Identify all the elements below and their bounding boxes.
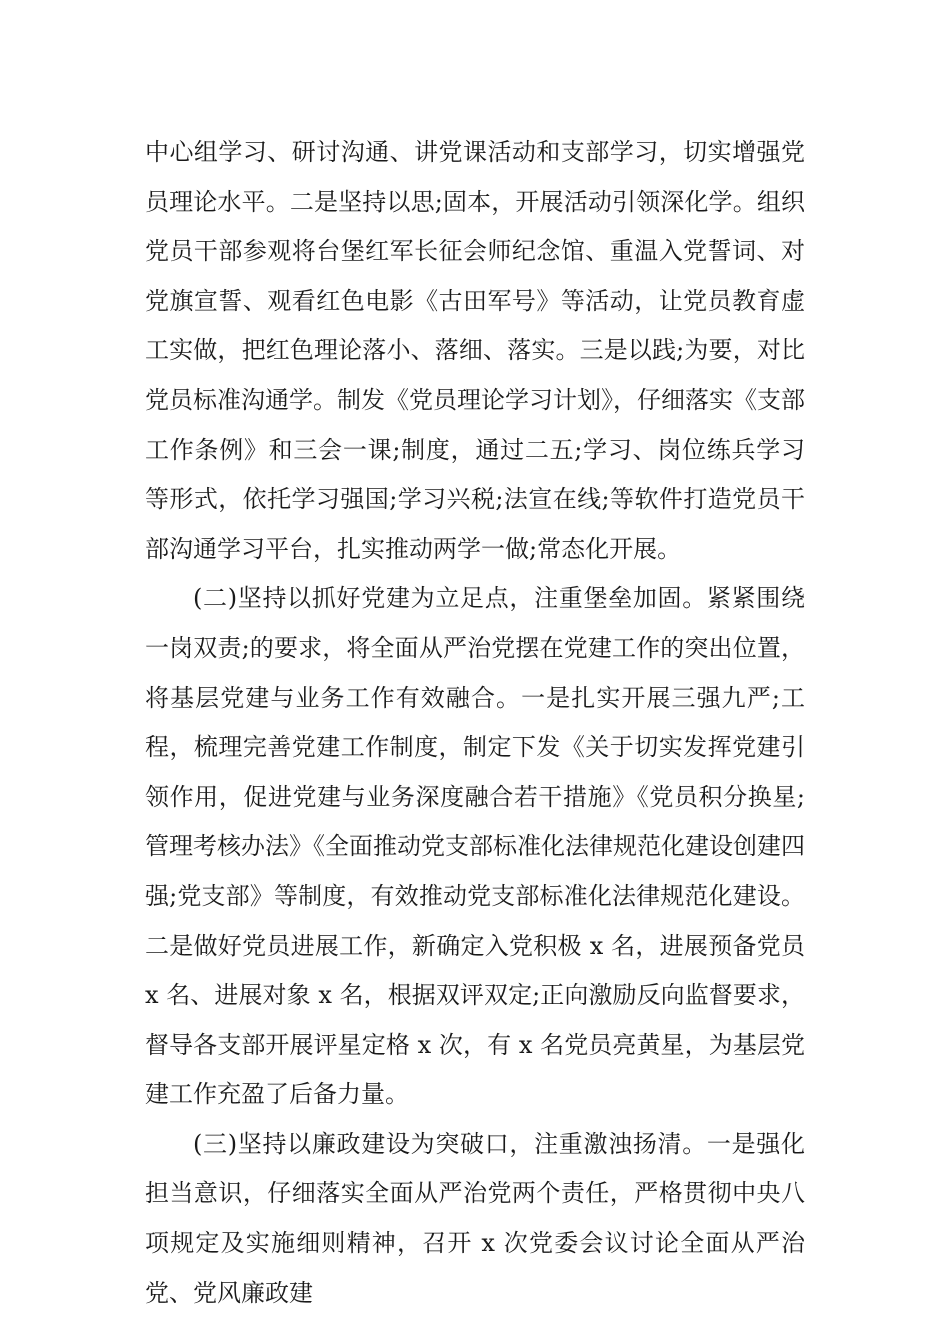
- paragraph-3: (三)坚持以廉政建设为突破口，注重激浊扬清。一是强化担当意识，仔细落实全面从严治党两个责任，严格贯彻中央八项规定及实施细则精神，召开 x 次党委会议讨论全面从严治党、党风廉政建: [145, 1129, 805, 1307]
- paragraph-2: (二)坚持以抓好党建为立足点，注重堡垒加固。紧紧围绕一岗双责;的要求，将全面从严治党摆在党建工作的突出位置，将基层党建与业务工作有效融合。一是扎实开展三强九严;工程，梳理完善党建工作制度，制定下发《关于切实发挥党建引领作用，促进党建与业务深度融合若干措施》《党员积分换星;管理考核办法》《全面推动党支部标准化法律规范化建设创建四强;党支部》等制度，有效推动党支部标准化法律规范化建设。二是做好党员进展工作，新确定入党积极 x 名，进展预备党员 x 名、进展对象 x 名，根据双评双定;正向激励反向监督要求，督导各支部开展评星定格 x 次，有 x 名党员亮黄星，为基层党建工作充盈了后备力量。: [145, 584, 805, 1109]
- document-body: [145, 128, 805, 1318]
- paragraph-1: 中心组学习、研讨沟通、讲党课活动和支部学习，切实增强党员理论水平。二是坚持以思;固本，开展活动引领深化学。组织党员干部参观将台堡红军长征会师纪念馆、重温入党誓词、对党旗宣誓、观看红色电影《古田军号》等活动，让党员教育虚工实做，把红色理论落小、落细、落实。三是以践;为要，对比党员标准沟通学。制发《党员理论学习计划》，仔细落实《支部工作条例》和三会一课;制度，通过二五;学习、岗位练兵学习等形式，依托学习强国;学习兴税;法宣在线;等软件打造党员干部沟通学习平台，扎实推动两学一做;常态化开展。: [145, 138, 805, 563]
